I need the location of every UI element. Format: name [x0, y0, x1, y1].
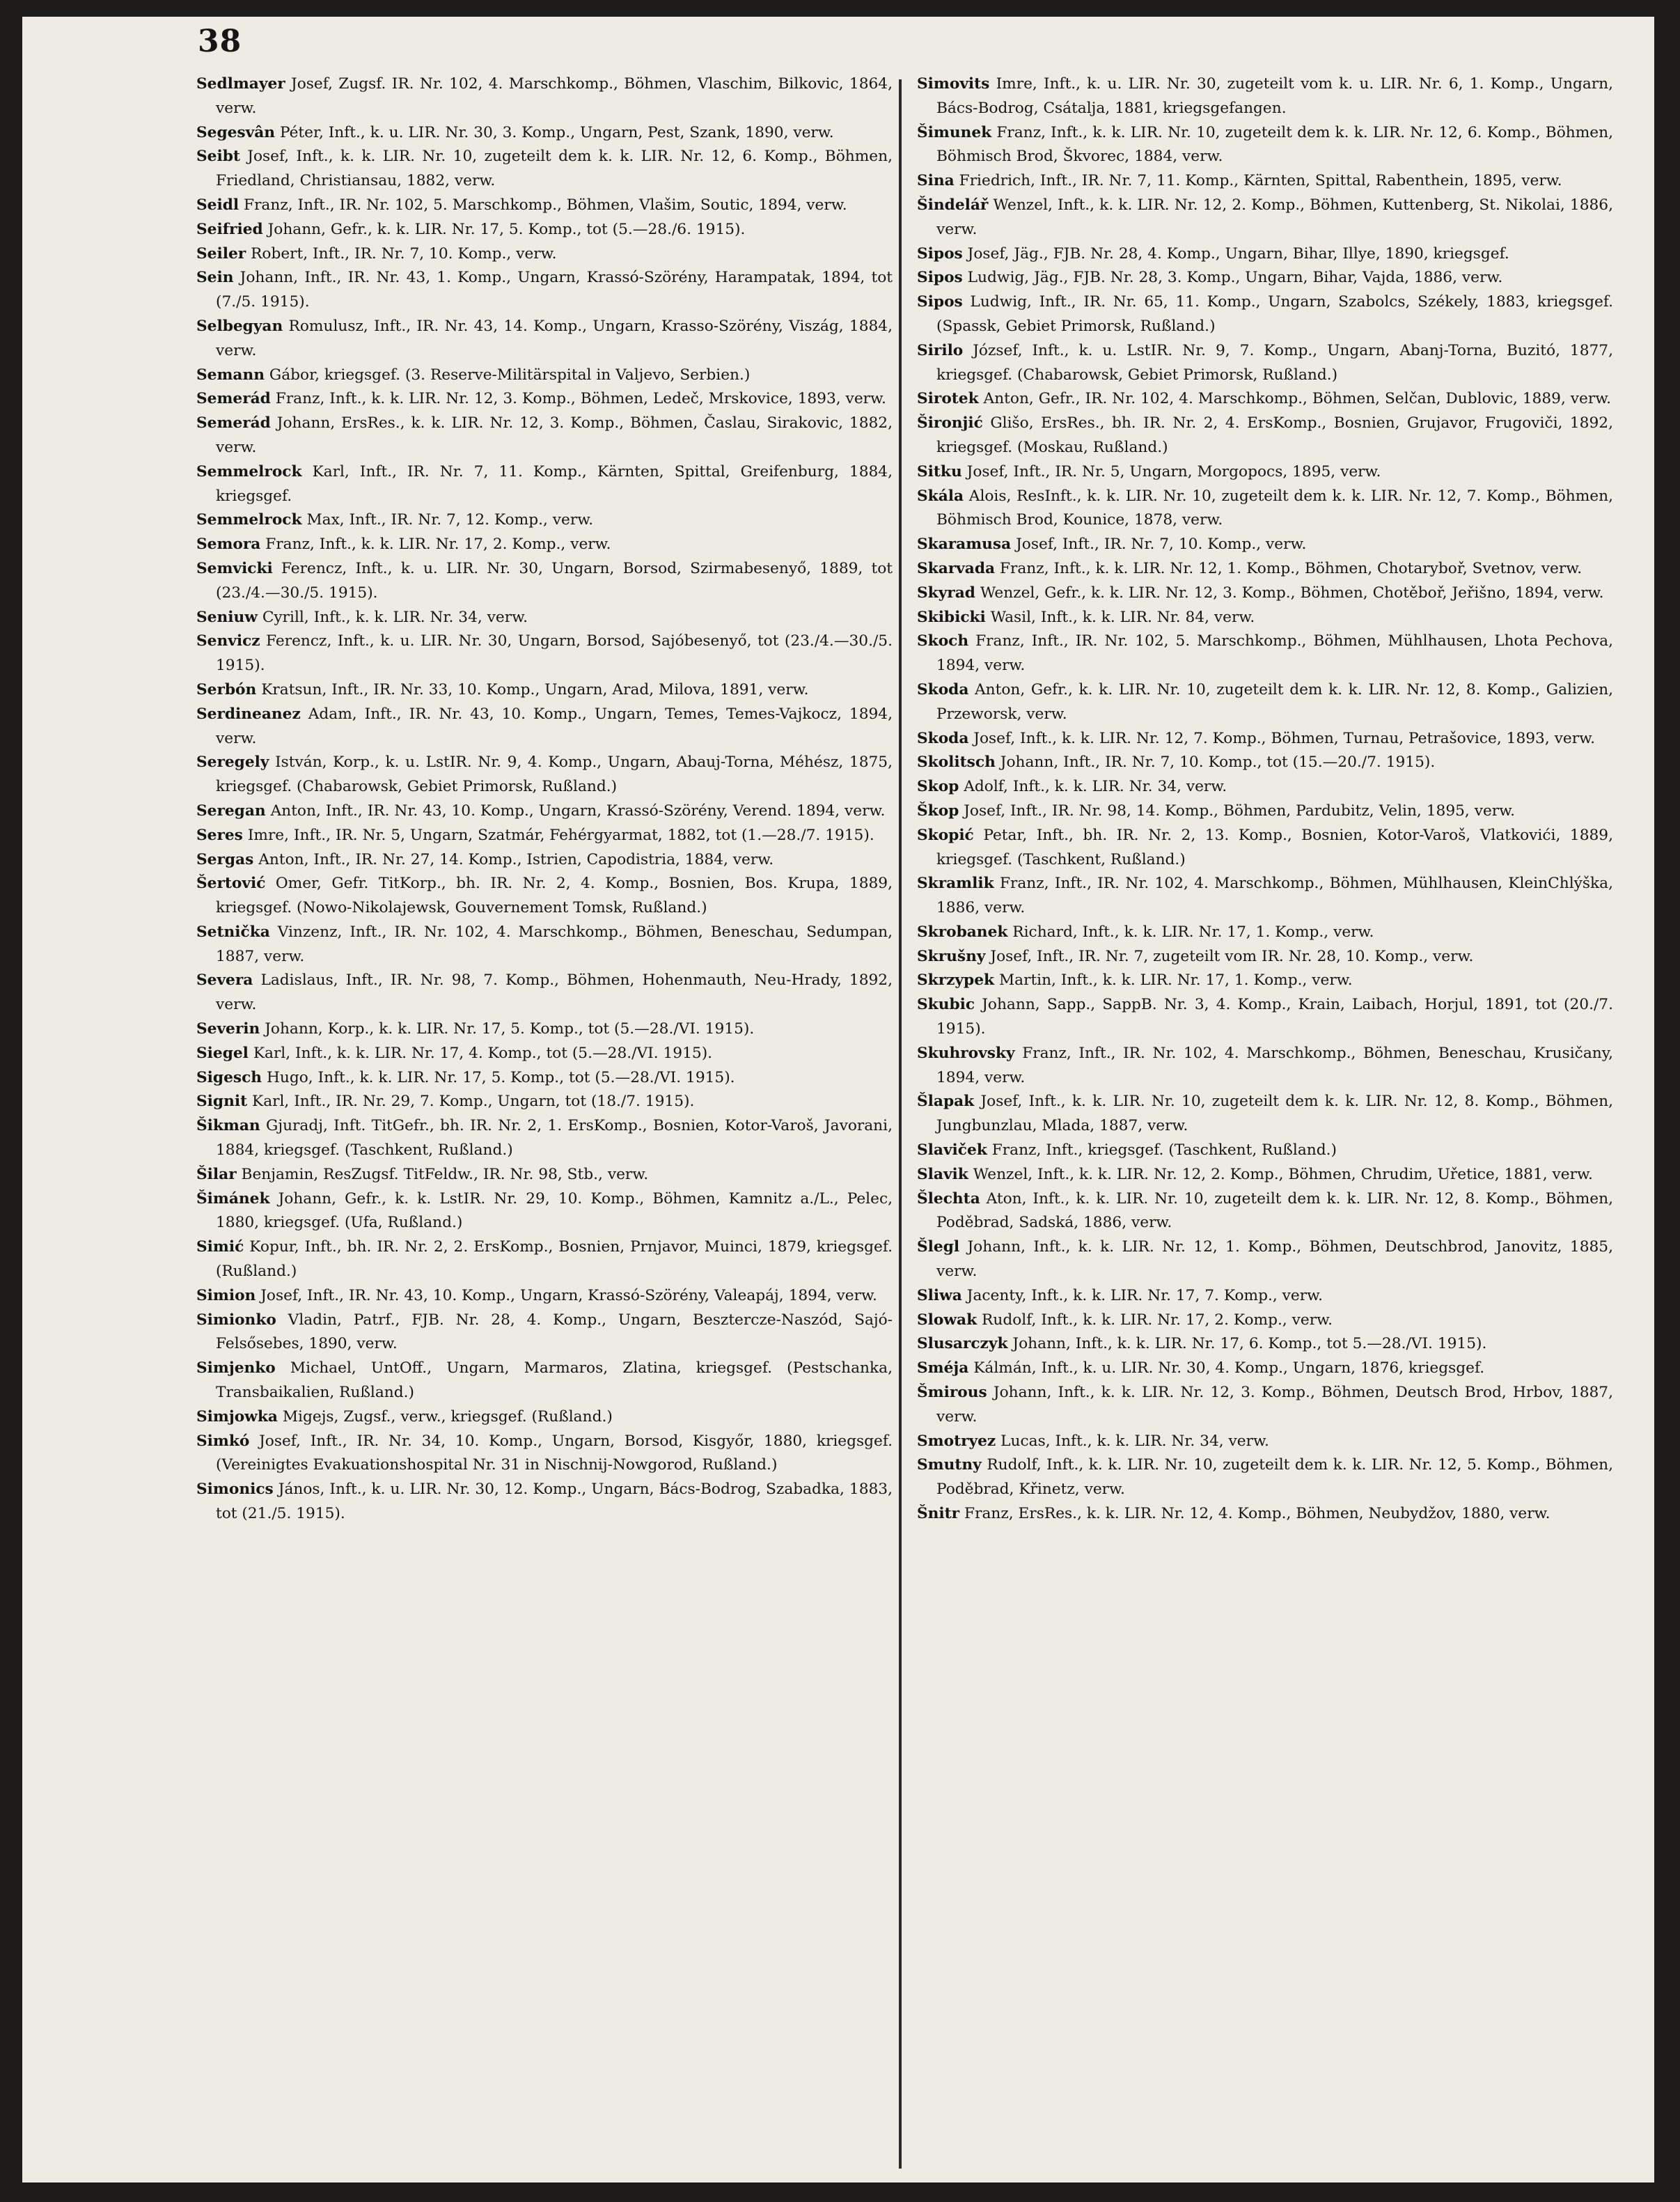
entry-surname: Selbegyan [196, 317, 283, 335]
casualty-entry [196, 145, 893, 194]
entry-surname: Sirilo [917, 341, 964, 359]
casualty-entry [196, 1163, 893, 1187]
casualty-entry [196, 678, 893, 703]
casualty-entry [196, 1309, 893, 1357]
entry-surname: Skarvada [917, 559, 996, 577]
entry-surname: Semmelrock [196, 462, 302, 481]
entry-details: Kratsun, Inft., IR. Nr. 33, 10. Komp., Ungarn, Arad, Milova, 1891, verw. [261, 680, 809, 698]
casualty-entry [196, 266, 893, 315]
entry-details: Migejs, Zugsf., verw., kriegsgef. (Rußland.) [282, 1407, 613, 1426]
entry-details: Cyrill, Inft., k. k. LIR. Nr. 34, verw. [262, 608, 528, 626]
casualty-entry [917, 412, 1613, 460]
entry-details: Vinzenz, Inft., IR. Nr. 102, 4. Marschkomp., Böhmen, Beneschau, Sedumpan, 1887, verw. [216, 923, 893, 965]
entry-details: Wenzel, Inft., k. k. LIR. Nr. 12, 2. Komp., Böhmen, Kuttenberg, St. Nikolai, 1886, verw. [936, 196, 1613, 238]
entry-surname: Simion [196, 1286, 256, 1304]
entry-details: János, Inft., k. u. LIR. Nr. 30, 12. Komp., Ungarn, Bács-Bodrog, Szabadka, 1883, tot (21./5. 1915). [216, 1481, 893, 1523]
casualty-entry [917, 557, 1613, 581]
entry-surname: Sergas [196, 850, 254, 868]
casualty-entry [917, 1235, 1613, 1284]
entry-details: Johann, Inft., IR. Nr. 43, 1. Komp., Ungarn, Krassó-Szörény, Harampatak, 1894, tot (7./5. 1915). [216, 269, 893, 311]
entry-surname: Skubic [917, 996, 975, 1014]
entry-details: Josef, Inft., IR. Nr. 7, zugeteilt vom IR. Nr. 28, 10. Komp., verw. [990, 947, 1474, 965]
casualty-entry [917, 339, 1613, 388]
entry-surname: Senvicz [196, 632, 260, 650]
entry-details: Wenzel, Gefr., k. k. LIR. Nr. 12, 3. Komp., Böhmen, Chotěboř, Jeřišno, 1894, verw. [980, 584, 1604, 602]
entry-details: István, Korp., k. u. LstIR. Nr. 9, 4. Komp., Ungarn, Abauj-Torna, Méhész, 1875, kriegsgef. (Chabarowsk, Gebiet Primorsk, Rußland.) [216, 753, 893, 796]
entry-surname: Šlechta [917, 1189, 980, 1208]
casualty-entry [917, 630, 1613, 678]
entry-surname: Seregely [196, 753, 269, 772]
entry-details: Ludwig, Inft., IR. Nr. 65, 11. Komp., Ungarn, Szabolcs, Székely, 1883, kriegsgef. (Spassk, Gebiet Primorsk, Rußland.) [936, 293, 1613, 335]
casualty-entry [196, 364, 893, 388]
entry-surname: Sipos [917, 244, 963, 263]
entry-details: Josef, Inft., IR. Nr. 7, 10. Komp., verw. [1016, 536, 1307, 554]
entry-surname: Simjenko [196, 1359, 276, 1377]
entry-surname: Sipos [917, 269, 963, 287]
casualty-entry [917, 1284, 1613, 1309]
casualty-entry [196, 1187, 893, 1236]
entry-details: Franz, Inft., IR. Nr. 102, 5. Marschkomp., Böhmen, Vlašim, Soutic, 1894, verw. [244, 196, 847, 214]
entry-surname: Sigesch [196, 1068, 262, 1086]
entry-surname: Slaviček [917, 1141, 987, 1159]
entry-surname: Sirotek [917, 390, 979, 408]
casualty-entry [196, 1357, 893, 1405]
entry-surname: Šimunek [917, 123, 992, 141]
entry-details: Franz, Inft., k. k. LIR. Nr. 12, 1. Komp., Böhmen, Chotaryboř, Svetnov, verw. [999, 559, 1583, 577]
casualty-entry [917, 121, 1613, 170]
entry-details: Rudolf, Inft., k. k. LIR. Nr. 17, 2. Komp., verw. [982, 1311, 1333, 1329]
casualty-entry [917, 460, 1613, 485]
entry-details: Romulusz, Inft., IR. Nr. 43, 14. Komp., Ungarn, Krasso-Szörény, Viszág, 1884, verw. [216, 317, 893, 359]
entry-details: Franz, Inft., k. k. LIR. Nr. 10, zugeteilt dem k. k. LIR. Nr. 12, 6. Komp., Böhmen, Böhmisch Brod, Škvorec, 1884, verw. [936, 123, 1613, 166]
entry-surname: Skuhrovsky [917, 1044, 1015, 1062]
entry-details: Lucas, Inft., k. k. LIR. Nr. 34, verw. [1000, 1432, 1269, 1450]
casualty-entry [917, 72, 1613, 121]
casualty-entry [196, 1066, 893, 1091]
entry-details: Josef, Inft., IR. Nr. 43, 10. Komp., Ungarn, Krassó-Szörény, Valeapáj, 1894, verw. [260, 1286, 877, 1304]
entry-surname: Semmelrock [196, 511, 302, 529]
casualty-entry [917, 242, 1613, 267]
entry-surname: Skrobanek [917, 923, 1008, 941]
entry-surname: Simionko [196, 1311, 276, 1329]
entry-details: Josef, Inft., k. k. LIR. Nr. 10, zugeteilt dem k. k. LIR. Nr. 12, 6. Komp., Böhmen, Friedland, Christiansau, 1882, verw. [216, 148, 893, 190]
casualty-entry [917, 169, 1613, 194]
entry-surname: Šnitr [917, 1505, 960, 1523]
entry-details: Hugo, Inft., k. k. LIR. Nr. 17, 5. Komp., tot (5.—28./VI. 1915). [266, 1068, 735, 1086]
entry-surname: Simonics [196, 1481, 274, 1499]
entry-surname: Slusarczyk [917, 1335, 1008, 1353]
entry-details: Ferencz, Inft., k. u. LIR. Nr. 30, Ungarn, Borsod, Sajóbesenyő, tot (23./4.—30./5. 1915). [216, 632, 893, 675]
entry-surname: Skrušny [917, 947, 986, 965]
casualty-entry [917, 969, 1613, 993]
entry-surname: Skrzypek [917, 971, 995, 990]
entry-surname: Serdineanez [196, 705, 301, 723]
entry-details: Josef, Inft., IR. Nr. 34, 10. Komp., Ungarn, Borsod, Kisgyőr, 1880, kriegsgef. (Vereinigtes Evakuationshospital Nr. 31 in Nischnij-Nowgorod, Rußland.) [216, 1432, 893, 1474]
entry-details: Josef, Inft., IR. Nr. 5, Ungarn, Morgopocs, 1895, verw. [966, 462, 1381, 481]
entry-details: Gjuradj, Inft. TitGefr., bh. IR. Nr. 2, 1. ErsKomp., Bosnien, Kotor-Varoš, Javorani, 1884, kriegsgef. (Taschkent, Rußland.) [216, 1117, 893, 1159]
entry-details: Glišo, ErsRes., bh. IR. Nr. 2, 4. ErsKomp., Bosnien, Grujavor, Frugoviči, 1892, kriegsgef. (Moskau, Rußland.) [936, 414, 1613, 456]
entry-surname: Smotryez [917, 1432, 996, 1450]
entry-details: Rudolf, Inft., k. k. LIR. Nr. 10, zugeteilt dem k. k. LIR. Nr. 12, 5. Komp., Böhmen, Poděbrad, Křinetz, verw. [936, 1456, 1613, 1499]
entry-surname: Sedlmayer [196, 75, 285, 93]
casualty-entry [917, 1309, 1613, 1333]
entry-surname: Skopić [917, 826, 974, 844]
casualty-entry [917, 266, 1613, 290]
entry-surname: Šimánek [196, 1189, 270, 1208]
entry-details: Imre, Inft., IR. Nr. 5, Ungarn, Szatmár, Fehérgyarmat, 1882, tot (1.—28./7. 1915). [247, 826, 874, 844]
casualty-entry [196, 315, 893, 364]
casualty-entry [917, 1090, 1613, 1139]
entry-surname: Simovits [917, 75, 990, 93]
entry-surname: Skaramusa [917, 536, 1012, 554]
entry-details: Johann, Sapp., SappB. Nr. 3, 4. Komp., Krain, Laibach, Horjul, 1891, tot (20./7. 1915). [936, 996, 1613, 1038]
casualty-entry [196, 242, 893, 267]
entry-surname: Skop [917, 778, 959, 796]
casualty-entry [917, 799, 1613, 824]
entry-details: Ladislaus, Inft., IR. Nr. 98, 7. Komp., Böhmen, Hohenmauth, Neu-Hrady, 1892, verw. [216, 971, 893, 1014]
casualty-entry [917, 824, 1613, 873]
casualty-entry [196, 557, 893, 606]
casualty-entry [917, 993, 1613, 1042]
entry-surname: Skoda [917, 729, 969, 747]
casualty-entry [196, 1405, 893, 1430]
entry-details: Franz, ErsRes., k. k. LIR. Nr. 12, 4. Komp., Böhmen, Neubydžov, 1880, verw. [964, 1505, 1551, 1523]
entry-details: Imre, Inft., k. u. LIR. Nr. 30, zugeteilt vom k. u. LIR. Nr. 6, 1. Komp., Ungarn, Bács-Bodrog, Csátalja, 1881, kriegsgefangen. [936, 75, 1613, 117]
entry-details: Franz, Inft., k. k. LIR. Nr. 12, 3. Komp., Böhmen, Ledeč, Mrskovice, 1893, verw. [275, 390, 886, 408]
entry-details: Adolf, Inft., k. k. LIR. Nr. 34, verw. [964, 778, 1227, 796]
casualty-entry [917, 606, 1613, 630]
entry-surname: Sina [917, 172, 955, 190]
casualty-entry [917, 387, 1613, 412]
casualty-entry [196, 194, 893, 218]
casualty-entry [196, 533, 893, 557]
entry-details: Gábor, kriegsgef. (3. Reserve-Militärspital in Valjevo, Serbien.) [269, 366, 751, 384]
entry-details: Johann, Inft., IR. Nr. 7, 10. Komp., tot (15.—20./7. 1915). [1000, 753, 1436, 772]
entry-surname: Skyrad [917, 584, 975, 602]
casualty-entry [196, 412, 893, 460]
casualty-entry [196, 872, 893, 921]
entry-details: Franz, Inft., IR. Nr. 102, 5. Marschkomp., Böhmen, Mühlhausen, Lhota Pechova, 1894, verw. [936, 632, 1613, 675]
casualty-entry [196, 218, 893, 242]
casualty-entry [196, 508, 893, 533]
entry-surname: Seregan [196, 802, 266, 820]
casualty-entry [196, 703, 893, 751]
casualty-entry [917, 751, 1613, 775]
entry-surname: Sméja [917, 1359, 969, 1377]
casualty-entry [917, 727, 1613, 751]
entry-surname: Skoch [917, 632, 969, 650]
casualty-entry [917, 1502, 1613, 1526]
casualty-entry [196, 921, 893, 969]
entry-details: Michael, UntOff., Ungarn, Marmaros, Zlatina, kriegsgef. (Pestschanka, Transbaikalien, Rußland.) [216, 1359, 893, 1402]
casualty-entry [196, 1284, 893, 1309]
entry-details: Anton, Gefr., k. k. LIR. Nr. 10, zugeteilt dem k. k. LIR. Nr. 12, 8. Komp., Galizien, Przeworsk, verw. [936, 680, 1613, 723]
entry-surname: Semerád [196, 390, 271, 408]
entry-surname: Skramlik [917, 875, 994, 893]
entry-details: Franz, Inft., kriegsgef. (Taschkent, Rußland.) [991, 1141, 1337, 1159]
entry-details: Josef, Zugsf. IR. Nr. 102, 4. Marschkomp., Böhmen, Vlaschim, Bilkovic, 1864, verw. [216, 75, 893, 117]
casualty-entry [917, 533, 1613, 557]
page-number: 38 [198, 24, 242, 59]
entry-surname: Šertović [196, 875, 266, 893]
entry-details: Wenzel, Inft., k. k. LIR. Nr. 12, 2. Komp., Böhmen, Chrudim, Uřetice, 1881, verw. [973, 1165, 1593, 1183]
entry-surname: Semerád [196, 414, 271, 432]
right-column [917, 72, 1613, 1526]
entry-details: Kopur, Inft., bh. IR. Nr. 2, 2. ErsKomp., Bosnien, Prnjavor, Muinci, 1879, kriegsgef. (Rußland.) [216, 1238, 893, 1281]
entry-details: Richard, Inft., k. k. LIR. Nr. 17, 1. Komp., verw. [1012, 923, 1374, 941]
casualty-entry [917, 290, 1613, 339]
entry-surname: Sliwa [917, 1286, 962, 1304]
entry-details: József, Inft., k. u. LstIR. Nr. 9, 7. Komp., Ungarn, Abanj-Torna, Buzitó, 1877, kriegsgef. (Chabarowsk, Gebiet Primorsk, Rußland.) [936, 341, 1613, 384]
casualty-entry [196, 1235, 893, 1284]
entry-details: Adam, Inft., IR. Nr. 43, 10. Komp., Ungarn, Temes, Temes-Vajkocz, 1894, verw. [216, 705, 893, 747]
entry-details: Karl, Inft., IR. Nr. 7, 11. Komp., Kärnten, Spittal, Greifenburg, 1884, kriegsgef. [216, 462, 893, 505]
casualty-entry [196, 1017, 893, 1042]
entry-surname: Šlegl [917, 1238, 960, 1256]
entry-surname: Škop [917, 802, 959, 820]
entry-surname: Slavik [917, 1165, 968, 1183]
entry-surname: Šilar [196, 1165, 237, 1183]
casualty-entry [196, 460, 893, 509]
entry-surname: Sein [196, 269, 234, 287]
casualty-entry [917, 775, 1613, 799]
entry-surname: Smutny [917, 1456, 982, 1474]
entry-surname: Šmirous [917, 1384, 987, 1402]
entry-details: Johann, Gefr., k. k. LIR. Nr. 17, 5. Komp., tot (5.—28./6. 1915). [267, 220, 746, 238]
casualty-entry [196, 387, 893, 412]
entry-details: Ludwig, Jäg., FJB. Nr. 28, 3. Komp., Ungarn, Bihar, Vajda, 1886, verw. [967, 269, 1503, 287]
casualty-entry [917, 1357, 1613, 1381]
entry-details: Anton, Gefr., IR. Nr. 102, 4. Marschkomp., Böhmen, Selčan, Dublovic, 1889, verw. [983, 390, 1612, 408]
casualty-entry [917, 872, 1613, 921]
entry-details: Josef, Jäg., FJB. Nr. 28, 4. Komp., Ungarn, Bihar, Illye, 1890, kriegsgef. [967, 244, 1509, 263]
casualty-entry [196, 1114, 893, 1163]
entry-details: Benjamin, ResZugsf. TitFeldw., IR. Nr. 98, Stb., verw. [241, 1165, 649, 1183]
casualty-entry [196, 121, 893, 146]
entry-details: Johann, Gefr., k. k. LstIR. Nr. 29, 10. Komp., Böhmen, Kamnitz a./L., Pelec, 1880, kriegsgef. (Ufa, Rußland.) [216, 1189, 893, 1232]
entry-details: Vladin, Patrf., FJB. Nr. 28, 4. Komp., Ungarn, Besztercze-Naszód, Sajó-Felsősebes, 1890, verw. [216, 1311, 893, 1353]
entry-details: Alois, ResInft., k. k. LIR. Nr. 10, zugeteilt dem k. k. LIR. Nr. 12, 7. Komp., Böhmen, Böhmisch Brod, Kounice, 1878, verw. [936, 487, 1613, 529]
entry-surname: Seibt [196, 148, 240, 166]
entry-details: Johann, ErsRes., k. k. LIR. Nr. 12, 3. Komp., Böhmen, Časlau, Sirakovic, 1882, verw. [216, 414, 893, 456]
entry-details: Wasil, Inft., k. k. LIR. Nr. 84, verw. [990, 608, 1255, 626]
casualty-entry [917, 1139, 1613, 1163]
entry-surname: Segesvân [196, 123, 276, 141]
entry-details: Johann, Inft., k. k. LIR. Nr. 12, 3. Komp., Böhmen, Deutsch Brod, Hrbov, 1887, verw. [936, 1384, 1613, 1426]
document-page [22, 17, 1654, 2183]
entry-details: Friedrich, Inft., IR. Nr. 7, 11. Komp., Kärnten, Spittal, Rabenthein, 1895, verw. [959, 172, 1562, 190]
entry-surname: Skála [917, 487, 964, 505]
casualty-entry [917, 1453, 1613, 1502]
entry-surname: Seifried [196, 220, 263, 238]
entry-details: Max, Inft., IR. Nr. 7, 12. Komp., verw. [306, 511, 594, 529]
casualty-entry [917, 1381, 1613, 1430]
casualty-entry [917, 194, 1613, 242]
entry-details: Karl, Inft., IR. Nr. 29, 7. Komp., Ungarn, tot (18./7. 1915). [252, 1093, 695, 1111]
entry-surname: Sitku [917, 462, 962, 481]
casualty-entry [917, 485, 1613, 533]
entry-surname: Skoda [917, 680, 969, 698]
casualty-entry [917, 1430, 1613, 1454]
entry-details: Johann, Korp., k. k. LIR. Nr. 17, 5. Komp., tot (5.—28./VI. 1915). [265, 1020, 755, 1038]
entry-details: Petar, Inft., bh. IR. Nr. 2, 13. Komp., Bosnien, Kotor-Varoš, Vlatkovići, 1889, kriegsgef. (Taschkent, Rußland.) [936, 826, 1613, 868]
entry-details: Aton, Inft., k. k. LIR. Nr. 10, zugeteilt dem k. k. LIR. Nr. 12, 8. Komp., Böhmen, Poděbrad, Sadská, 1886, verw. [936, 1189, 1613, 1232]
casualty-entry [196, 1042, 893, 1066]
entry-surname: Semann [196, 366, 265, 384]
casualty-entry [196, 1090, 893, 1114]
entry-surname: Severa [196, 971, 253, 990]
entry-surname: Serbón [196, 680, 257, 698]
entry-surname: Šindelář [917, 196, 989, 214]
entry-surname: Simkó [196, 1432, 250, 1450]
left-column [196, 72, 893, 1526]
entry-surname: Signit [196, 1093, 248, 1111]
entry-details: Josef, Inft., k. k. LIR. Nr. 12, 7. Komp., Böhmen, Turnau, Petrašovice, 1893, verw. [973, 729, 1595, 747]
entry-surname: Šlapak [917, 1093, 975, 1111]
entry-surname: Severin [196, 1020, 260, 1038]
casualty-entry [917, 945, 1613, 969]
casualty-entry [196, 606, 893, 630]
entry-details: Ferencz, Inft., k. u. LIR. Nr. 30, Ungarn, Borsod, Szirmabesenyő, 1889, tot (23./4.—30./5. 1915). [216, 559, 893, 602]
entry-details: Robert, Inft., IR. Nr. 7, 10. Komp., verw. [251, 244, 557, 263]
entry-surname: Semora [196, 536, 261, 554]
casualty-entry [917, 921, 1613, 945]
entry-details: Anton, Inft., IR. Nr. 27, 14. Komp., Istrien, Capodistria, 1884, verw. [258, 850, 774, 868]
entry-surname: Siegel [196, 1044, 249, 1062]
entry-surname: Simjowka [196, 1407, 278, 1426]
casualty-entry [196, 751, 893, 799]
casualty-entry [196, 1430, 893, 1478]
entry-details: Omer, Gefr. TitKorp., bh. IR. Nr. 2, 4. Komp., Bosnien, Bos. Krupa, 1889, kriegsgef. (Nowo-Nikolajewsk, Gouvernement Tomsk, Rußland.) [216, 875, 893, 917]
casualty-entry [196, 824, 893, 848]
casualty-entry [196, 1478, 893, 1526]
casualty-entry [917, 1163, 1613, 1187]
casualty-entry [196, 969, 893, 1017]
entry-surname: Seniuw [196, 608, 258, 626]
entry-details: Martin, Inft., k. k. LIR. Nr. 17, 1. Komp., verw. [998, 971, 1353, 990]
entry-details: Josef, Inft., IR. Nr. 98, 14. Komp., Böhmen, Pardubitz, Velin, 1895, verw. [964, 802, 1516, 820]
casualty-entry [917, 678, 1613, 727]
entry-details: Franz, Inft., IR. Nr. 102, 4. Marschkomp., Böhmen, Beneschau, Krusičany, 1894, verw. [936, 1044, 1613, 1086]
casualty-entry [917, 1332, 1613, 1357]
entry-surname: Seiler [196, 244, 246, 263]
casualty-entry [196, 848, 893, 873]
entry-details: Péter, Inft., k. u. LIR. Nr. 30, 3. Komp., Ungarn, Pest, Szank, 1890, verw. [279, 123, 834, 141]
entry-details: Anton, Inft., IR. Nr. 43, 10. Komp., Ungarn, Krassó-Szörény, Verend. 1894, verw. [270, 802, 886, 820]
column-divider [899, 79, 902, 2169]
entry-surname: Šikman [196, 1117, 260, 1135]
entry-surname: Setnička [196, 923, 270, 941]
entry-details: Johann, Inft., k. k. LIR. Nr. 12, 1. Komp., Böhmen, Deutschbrod, Janovitz, 1885, verw. [936, 1238, 1613, 1281]
entry-details: Kálmán, Inft., k. u. LIR. Nr. 30, 4. Komp., Ungarn, 1876, kriegsgef. [973, 1359, 1485, 1377]
entry-surname: Slowak [917, 1311, 978, 1329]
casualty-entry [196, 799, 893, 824]
entry-details: Jacenty, Inft., k. k. LIR. Nr. 17, 7. Komp., verw. [966, 1286, 1323, 1304]
entry-details: Franz, Inft., IR. Nr. 102, 4. Marschkomp., Böhmen, Mühlhausen, KleinChlýška, 1886, verw. [936, 875, 1613, 917]
entry-surname: Semvicki [196, 559, 273, 577]
casualty-entry [196, 72, 893, 121]
entry-surname: Seres [196, 826, 243, 844]
entry-surname: Skibicki [917, 608, 986, 626]
entry-surname: Skolitsch [917, 753, 996, 772]
casualty-entry [917, 581, 1613, 606]
casualty-entry [917, 1042, 1613, 1091]
entry-surname: Simić [196, 1238, 244, 1256]
entry-details: Johann, Inft., k. k. LIR. Nr. 17, 6. Komp., tot 5.—28./VI. 1915). [1012, 1335, 1487, 1353]
entry-surname: Seidl [196, 196, 240, 214]
entry-surname: Sipos [917, 293, 963, 311]
casualty-entry [917, 1187, 1613, 1236]
casualty-entry [196, 630, 893, 678]
entry-surname: Šironjić [917, 414, 983, 432]
entry-details: Karl, Inft., k. k. LIR. Nr. 17, 4. Komp., tot (5.—28./VI. 1915). [253, 1044, 713, 1062]
entry-details: Josef, Inft., k. k. LIR. Nr. 10, zugeteilt dem k. k. LIR. Nr. 12, 8. Komp., Böhmen, Jungbunzlau, Mlada, 1887, verw. [936, 1093, 1613, 1135]
entry-details: Franz, Inft., k. k. LIR. Nr. 17, 2. Komp., verw. [265, 536, 611, 554]
